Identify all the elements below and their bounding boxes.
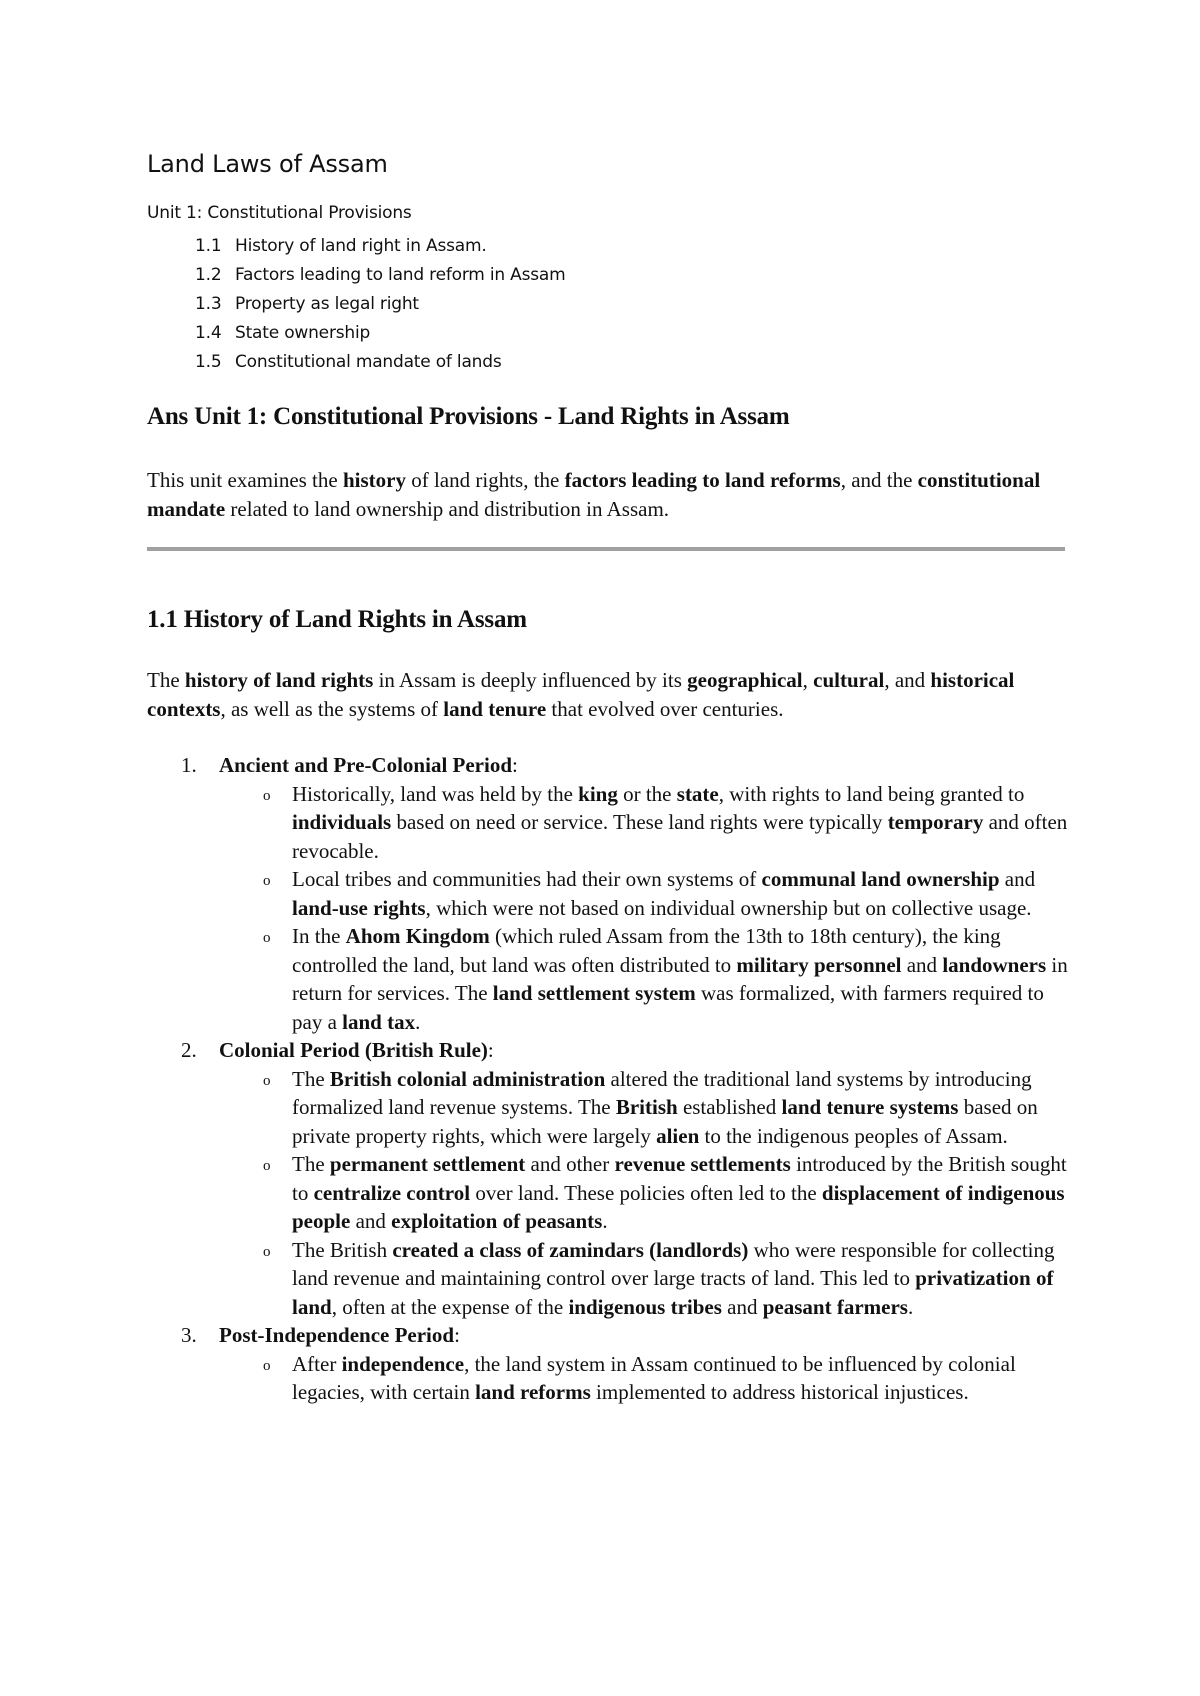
contents-item-text: Property as legal right [235,294,419,314]
bullet-emphasis: privatization of land [292,1266,1054,1319]
bullet-text: , often at the expense of the [331,1294,569,1319]
unit-contents-list [195,232,566,377]
bullet-text: After [292,1351,342,1376]
bullet-item [219,1065,1077,1151]
contents-item-number: 1.1 [195,236,222,256]
bullet-text: Local tribes and communities had their own systems of [292,867,762,891]
bullet-emphasis: individuals [292,810,392,834]
bullet-text: Historically, land was held by the [292,781,579,806]
period-title-line [219,1036,1077,1065]
bullet-item [219,1236,1077,1322]
section-intro-emphasis: history of land rights [184,668,374,692]
bullet-text: in return for services. The [292,952,1068,1005]
period-title-colon: : [454,1323,460,1347]
bullet-text: who were responsible for collecting land revenue and maintaining control over large tracts of land. This led to [292,1237,1055,1290]
intro-text: related to land ownership and distribution in Assam. [225,496,670,521]
document-title: Land Laws of Assam [147,150,388,178]
bullet-emphasis: Ahom Kingdom [345,924,490,948]
bullet-emphasis: permanent settlement [329,1152,526,1176]
bullet-text: The [292,1066,330,1091]
bullet-text: and often revocable. [292,810,1068,863]
bullet-emphasis: landowners [942,952,1047,977]
bullet-text: and other [525,1152,615,1176]
bullet-emphasis: independence [341,1351,465,1376]
bullet-emphasis: king [578,781,618,806]
bullet-text: based on need or service. These land rights were typically [391,810,888,834]
bullet-emphasis: centralize control [313,1180,471,1205]
bullet-emphasis: land-use rights [292,895,426,920]
bullet-text: and [350,1209,392,1233]
bullet-marker: o [263,873,271,889]
bullet-text: . [907,1294,914,1319]
period-number: 3. [181,1323,197,1347]
bullet-emphasis: land tenure systems [781,1095,959,1119]
intro-text: This unit examines the [147,468,343,492]
period-list [147,751,1077,1407]
period-number: 1. [181,753,197,777]
bullet-emphasis: created a class of zamindars (landlords) [392,1237,749,1262]
period-title: Colonial Period (British Rule) [219,1038,488,1062]
contents-item-number: 1.5 [195,352,222,372]
intro-text: , and the [840,468,918,492]
bullet-text: over land. These policies often led to the [470,1180,822,1205]
contents-item-number: 1.3 [195,294,222,314]
bullet-text: established [677,1095,782,1119]
intro-text: of land rights, the [405,468,565,492]
period-item [147,1321,1077,1407]
period-bullet-list [219,780,1077,1037]
period-number: 2. [181,1038,197,1062]
bullet-text: In the [292,924,346,948]
bullet-marker: o [263,1072,271,1089]
contents-item [195,290,566,319]
bullet-text: . [602,1209,608,1233]
bullet-text: to the indigenous peoples of Assam. [699,1123,1008,1148]
section-intro-paragraph [147,666,1077,723]
bullet-marker: o [263,1158,271,1174]
contents-item-text: History of land right in Assam. [235,236,487,256]
bullet-text: The British [292,1237,393,1262]
bullet-emphasis: land settlement system [492,981,696,1005]
period-title: Post-Independence Period [219,1323,455,1347]
bullet-marker: o [263,1243,271,1260]
section-intro-emphasis: land tenure [443,696,547,721]
section-intro-emphasis: geographical [687,668,803,692]
bullet-text: , with rights to land being granted to [718,781,1025,806]
contents-item-text: Factors leading to land reform in Assam [235,265,566,285]
section-intro-text: that evolved over centuries. [546,696,784,721]
bullet-text: altered the traditional land systems by introducing formalized land revenue systems. The [292,1066,1032,1119]
contents-item-text: State ownership [235,323,371,343]
period-title: Ancient and Pre-Colonial Period [219,753,513,777]
bullet-text: , which were not based on individual ownership but on collective usage. [425,895,1032,920]
bullet-item [219,1150,1077,1236]
bullet-text: and [901,952,943,977]
unit-heading: Unit 1: Constitutional Provisions [147,203,412,223]
bullet-emphasis: state [676,781,719,806]
bullet-item [219,865,1077,922]
contents-item-number: 1.4 [195,323,222,343]
bullet-item [219,922,1077,1036]
bullet-item [219,1350,1077,1407]
section-intro-text: , [802,668,814,692]
bullet-emphasis: indigenous tribes [568,1294,722,1319]
period-title-line [219,751,1077,780]
bullet-text: . [415,1009,421,1034]
contents-item [195,319,566,348]
period-bullet-list [219,1065,1077,1322]
contents-item [195,261,566,290]
contents-item-text: Constitutional mandate of lands [235,352,502,372]
section-intro-emphasis: cultural [813,668,885,692]
period-title-colon: : [487,1038,494,1062]
contents-item [195,232,566,261]
intro-emphasis: factors leading to land reforms [564,468,841,492]
bullet-marker: o [263,1357,271,1374]
contents-item-number: 1.2 [195,265,222,285]
bullet-emphasis: revenue settlements [614,1152,791,1176]
bullet-text: based on private property rights, which were largely [292,1095,1038,1148]
section-intro-text: The [147,668,185,692]
bullet-marker: o [263,787,271,804]
bullet-emphasis: peasant farmers [762,1294,908,1319]
bullet-emphasis: British colonial administration [329,1066,606,1091]
bullet-emphasis: displacement of indigenous people [292,1180,1065,1233]
period-title-colon: : [512,753,518,777]
intro-emphasis: constitutional mandate [147,468,1041,521]
period-item [147,751,1077,1036]
bullet-text: implemented to address historical injustices. [590,1380,969,1404]
bullet-emphasis: land tax [342,1009,416,1034]
section-intro-text: , and [884,668,931,692]
section-heading: 1.1 History of Land Rights in Assam [147,606,527,633]
bullet-text: and [999,867,1036,891]
bullet-text: , the land system in Assam continued to be influenced by colonial legacies, with certain [292,1351,1016,1404]
bullet-emphasis: exploitation of peasants [391,1209,603,1233]
bullet-item [219,780,1077,866]
intro-paragraph [147,466,1077,523]
bullet-emphasis: temporary [887,810,984,834]
bullet-marker: o [263,930,271,946]
bullet-text: The [292,1152,330,1176]
section-intro-emphasis: historical contexts [147,668,1015,721]
intro-emphasis: history [342,468,406,492]
period-item [147,1036,1077,1321]
contents-item [195,348,566,377]
bullet-text: was formalized, with farmers required to pay a [292,981,1044,1034]
answer-heading: Ans Unit 1: Constitutional Provisions - Land Rights in Assam [147,403,790,430]
section-intro-text: in Assam is deeply influenced by its [373,668,688,692]
bullet-text: or the [617,781,677,806]
bullet-emphasis: alien [656,1123,700,1148]
period-title-line [219,1321,1077,1350]
section-intro-text: , as well as the systems of [220,696,444,721]
bullet-text: and [721,1294,763,1319]
bullet-emphasis: communal land ownership [761,867,1000,891]
bullet-text: introduced by the British sought to [292,1152,1067,1205]
period-bullet-list [219,1350,1077,1407]
bullet-emphasis: British [615,1095,678,1119]
bullet-emphasis: military personnel [736,952,902,977]
bullet-emphasis: land reforms [475,1380,591,1404]
horizontal-divider [147,547,1065,551]
bullet-text: (which ruled Assam from the 13th to 18th century), the king controlled the land, but land was often distributed to [292,924,1001,977]
